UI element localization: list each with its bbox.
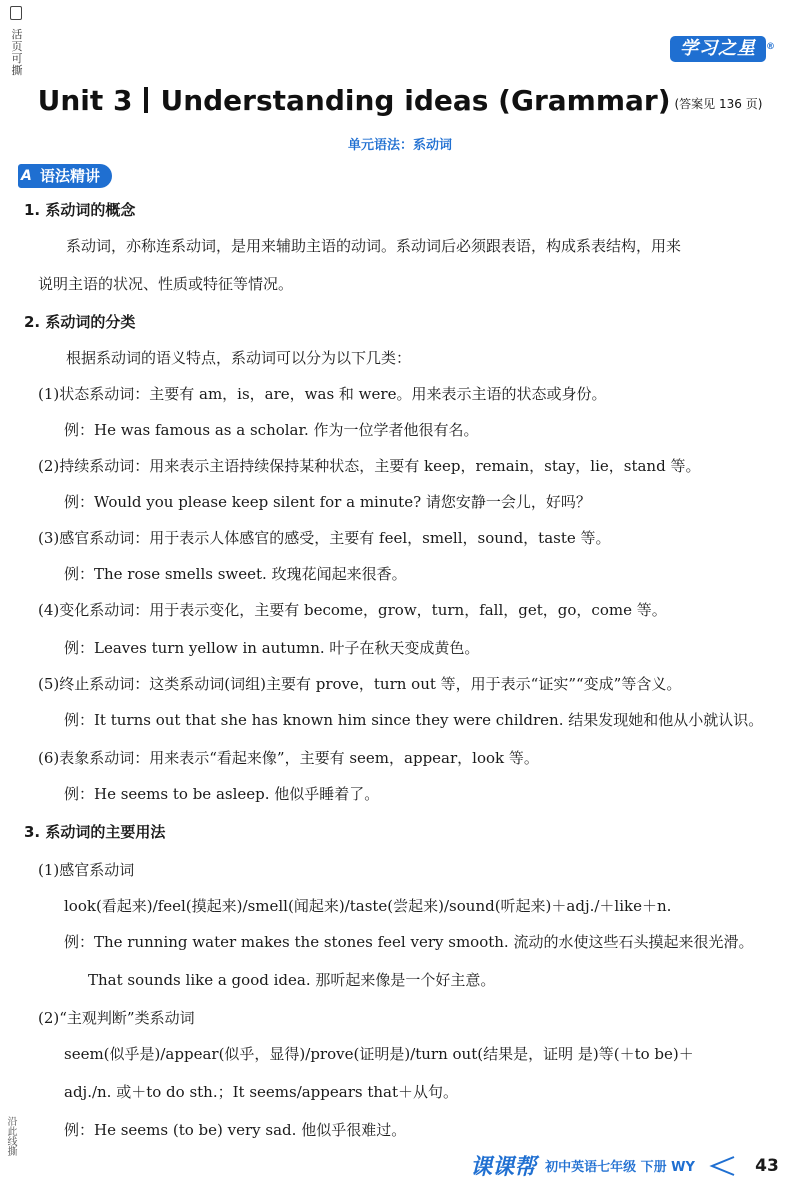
list-item: (2)持续系动词：用来表示主语持续保持某种状态，主要有 keep，remain，stay，lie，stand 等。 (38, 457, 701, 475)
subheading: (2)“主观判断”类系动词 (38, 1009, 195, 1027)
heading-usage: 3. 系动词的主要用法 (24, 823, 166, 841)
page-footer (470, 1150, 779, 1180)
list-item: (4)变化系动词：用于表示变化，主要有 become，grow，turn，fall，get，go，come 等。 (38, 601, 667, 619)
page-chevron-icon (706, 1155, 736, 1177)
example-line: That sounds like a good idea. 那听起来像是一个好主意。 (88, 971, 496, 989)
tear-out-label: 活页可撕 (10, 28, 23, 77)
answer-reference: (答案见 136 页) (674, 97, 763, 111)
formula-line: seem(似乎是)/appear(似乎，显得)/prove(证明是)/turn out(结果是，证明 是)等(＋to be)＋ (64, 1045, 694, 1063)
example-line: 例：He was famous as a scholar. 作为一位学者他很有名。 (64, 421, 479, 439)
formula-line: adj./n. 或＋to do sth.；It seems/appears that＋从句。 (64, 1083, 459, 1101)
unit-title: Understanding ideas (Grammar) (160, 84, 671, 117)
page-number: 43 (755, 1155, 779, 1176)
paragraph-line: 系动词，亦称连系动词，是用来辅助主语的动词。系动词后必须跟表语，构成系表结构，用来 (66, 237, 682, 255)
cut-line-label: 沿此线撕 (5, 1116, 16, 1156)
registered-mark: ® (766, 42, 776, 52)
list-item: (1)状态系动词：主要有 am，is，are，was 和 were。用来表示主语的状态或身份。 (38, 385, 607, 403)
list-item: (6)表象系动词：用来表示“看起来像”，主要有 seem，appear，look 等。 (38, 749, 539, 767)
paragraph-line: 说明主语的状况、性质或特征等情况。 (38, 275, 294, 293)
example-line: 例：He seems to be asleep. 他似乎睡着了。 (64, 785, 380, 803)
footer-brand: 课课帮 (470, 1155, 537, 1180)
formula-line: look(看起来)/feel(摸起来)/smell(闻起来)/taste(尝起来)/sound(听起来)＋adj./＋like＋n. (64, 897, 672, 915)
example-line: 例：He seems (to be) very sad. 他似乎很难过。 (64, 1121, 407, 1139)
list-item: (3)感官系动词：用于表示人体感官的感受，主要有 feel，smell，sound，taste 等。 (38, 529, 611, 547)
example-line: 例：The rose smells sweet. 玫瑰花闻起来很香。 (64, 565, 407, 583)
paragraph-line: 根据系动词的语义特点，系动词可以分为以下几类： (66, 349, 412, 367)
unit-grammar-subtitle: 单元语法：系动词 (347, 138, 452, 153)
heading-concept: 1. 系动词的概念 (24, 201, 136, 219)
subheading: (1)感官系动词 (38, 861, 135, 879)
example-line: 例：Leaves turn yellow in autumn. 叶子在秋天变成黄色。 (64, 639, 480, 657)
example-line: 例：Would you please keep silent for a minute? 请您安静一会儿，好吗？ (64, 493, 591, 511)
unit-number: Unit 3 (37, 84, 133, 117)
section-a-icon: A (21, 168, 32, 184)
section-label: 语法精讲 (40, 167, 101, 185)
brand-logo-text: 学习之星 (680, 38, 756, 59)
heading-classification: 2. 系动词的分类 (24, 313, 136, 331)
example-line: 例：The running water makes the stones feel very smooth. 流动的水使这些石头摸起来很光滑。 (64, 933, 754, 951)
footer-book-title: 初中英语七年级 下册 WY (545, 1160, 695, 1175)
list-item: (5)终止系动词：这类系动词(词组)主要有 prove，turn out 等，用于表示“证实”“变成”等含义。 (38, 675, 682, 693)
example-line: 例：It turns out that she has known him since they were children. 结果发现她和他从小就认识。 (64, 711, 764, 729)
